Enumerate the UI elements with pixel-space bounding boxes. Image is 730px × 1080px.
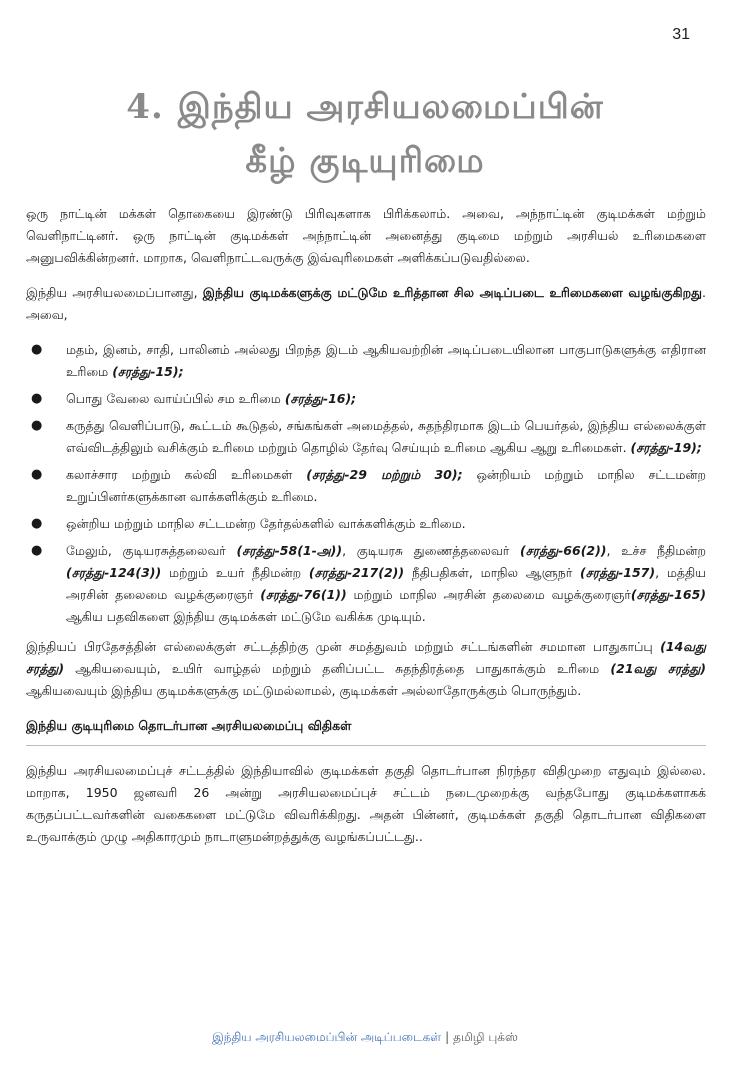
article-ref: (சரத்து-165): [630, 587, 706, 602]
chapter-title: [0, 80, 730, 188]
list-item-text: ஒன்றிய மற்றும் மாநில சட்டமன்ற தேர்தல்களில் வாக்களிக்கும் உரிமை.: [66, 516, 466, 531]
list-item-text: , உச்ச நீதிமன்ற: [606, 543, 707, 558]
article-ref: (சரத்து-66(2)): [520, 543, 607, 558]
page-footer: [0, 1030, 730, 1046]
list-item-text: நீதிபதிகள், மாநில ஆளுநர்: [404, 565, 581, 580]
bullet-icon: ●: [31, 516, 43, 531]
list-item: [26, 464, 706, 508]
article-ref: (சரத்து-58(1-அ)): [236, 543, 343, 558]
footer-book-title: இந்திய அரசியலமைப்பின் அடிப்படைகள்: [212, 1030, 442, 1044]
article-ref: (சரத்து-157): [580, 565, 656, 580]
chapter-title-text-1: இந்திய அரசியலமைப்பின்: [177, 87, 604, 127]
article-ref: (21வது சரத்து): [610, 661, 707, 676]
chapter-number: 4.: [126, 87, 164, 127]
equality-text: ஆகியவையும், உயிர் வாழ்தல் மற்றும் தனிப்பட்ட சுதந்திரத்தை பாதுகாக்கும் உரிமை: [64, 661, 611, 676]
article-ref: (சரத்து-15);: [112, 364, 184, 379]
footer-separator: |: [445, 1030, 450, 1044]
list-item: [26, 415, 706, 459]
equality-paragraph: [26, 636, 706, 702]
list-item: [26, 339, 706, 383]
rights-intro-paragraph: [26, 282, 706, 326]
rights-intro-start: இந்திய அரசியலமைப்பானது,: [26, 285, 203, 300]
article-ref: (சரத்து-124(3)): [66, 565, 162, 580]
article-ref: (சரத்து-217(2)): [308, 565, 405, 580]
list-item-text: மதம், இனம், சாதி, பாலினம் அல்லது பிறந்த இடம் ஆகியவற்றின் அடிப்படையிலான பாகுபாடுகளுக்கு எதிரான உரிமை: [66, 342, 706, 379]
equality-text: இந்தியப் பிரதேசத்தின் எல்லைக்குள் சட்டத்திற்கு முன் சமத்துவம் மற்றும் சட்டங்களின் சமமான பாதுகாப்பு: [26, 639, 661, 654]
section-body-paragraph: இந்திய அரசியலமைப்புச் சட்டத்தில் இந்தியாவில் குடிமக்கள் தகுதி தொடர்பான நிரந்தர விதிமுறை எதுவும் இல்லை. மாறாக, 1950 ஜனவரி 26 அன்று அரசியலமைப்புச் சட்டம் நடைமுறைக்கு வந்தபோது குடிமக்களாகக் கருதப்பட்டவர்களின் வகைகளை மட்டுமே விவரிக்கிறது. அதன் பின்னர், குடிமக்கள் தகுதி தொடர்பான விதிகளை உருவாக்கும் முழு அதிகாரமும் நாடாளுமன்றத்துக்கு வழங்கப்பட்டது..: [26, 763, 706, 844]
chapter-title-line-1: [0, 80, 730, 134]
bullet-icon: ●: [31, 543, 43, 558]
list-item-text-after: ஒன்றியம் மற்றும் மாநில சட்டமன்ற உறுப்பினர்களுக்கான வாக்களிக்கும் உரிமை.: [66, 467, 707, 504]
bullet-icon: ●: [31, 418, 43, 433]
article-ref: (சரத்து-19);: [630, 440, 702, 455]
list-item-text: மற்றும் உயர் நீதிமன்ற: [161, 565, 309, 580]
equality-text: ஆகியவையும் இந்திய குடிமக்களுக்கு மட்டுமல்லாமல், குடிமக்கள் அல்லாதோருக்கும் பொருந்தும்.: [26, 683, 582, 698]
list-item-text: , குடியரசு துணைத்தலைவர்: [342, 543, 521, 558]
article-ref: (சரத்து-29 மற்றும் 30);: [306, 467, 463, 482]
list-item-text: கருத்து வெளிப்பாடு, கூட்டம் கூடுதல், சங்கங்கள் அமைத்தல், சுதந்திரமாக இடம் பெயர்தல், இந்திய எல்லைக்குள் எவ்விடத்திலும் வசிக்கும் உரிமை மற்றும் தொழில் தேர்வு செய்யும் உரிமை ஆகிய ஆறு உரிமைகள்.: [66, 418, 706, 455]
bullet-icon: ●: [31, 467, 43, 482]
chapter-title-line-2: கீழ் குடியுரிமை: [245, 141, 485, 181]
article-ref: (14வது சரத்து): [26, 639, 706, 676]
list-item-text: , மத்திய அரசின் தலைமை வழக்குரைஞர்: [66, 565, 706, 602]
article-ref: (சரத்து-76(1)): [260, 587, 347, 602]
rights-list: [26, 339, 706, 628]
section-heading: இந்திய குடியுரிமை தொடர்பான அரசியலமைப்பு விதிகள்: [26, 715, 706, 746]
list-item: [26, 513, 706, 535]
bullet-icon: ●: [31, 391, 43, 406]
rights-intro-end: . அவை,: [26, 285, 706, 322]
list-item-text: கலாச்சார மற்றும் கல்வி உரிமைகள்: [66, 467, 307, 482]
list-item-text: பொது வேலை வாய்ப்பில் சம உரிமை: [66, 391, 285, 406]
list-item-text: ஆகிய பதவிகளை இந்திய குடிமக்கள் மட்டுமே வகிக்க முடியும்.: [66, 609, 426, 624]
list-item: [26, 540, 706, 628]
bullet-icon: ●: [31, 342, 43, 357]
list-item-text: மற்றும் மாநில அரசின் தலைமை வழக்குரைஞர்: [346, 587, 631, 602]
list-item-text: மேலும், குடியரசுத்தலைவர்: [66, 543, 237, 558]
page-content: [26, 203, 706, 861]
page-number: 31: [672, 26, 690, 43]
rights-intro-bold: இந்திய குடிமக்களுக்கு மட்டுமே உரித்தான சில அடிப்படை உரிமைகளை வழங்குகிறது: [202, 285, 703, 300]
intro-paragraph: ஒரு நாட்டின் மக்கள் தொகையை இரண்டு பிரிவுகளாக பிரிக்கலாம். அவை, அந்நாட்டின் குடிமக்கள் மற்றும் வெளிநாட்டினர். ஒரு நாட்டின் குடிமக்கள் அந்நாட்டின் அனைத்து குடிமை மற்றும் அரசியல் உரிமைகளை அனுபவிக்கின்றனர். மாறாக, வெளிநாட்டவருக்கு இவ்வுரிமைகள் அளிக்கப்படுவதில்லை.: [26, 206, 706, 265]
footer-brand: தமிழி புக்ஸ்: [453, 1030, 518, 1044]
list-item: [26, 388, 706, 410]
article-ref: (சரத்து-16);: [284, 391, 357, 406]
